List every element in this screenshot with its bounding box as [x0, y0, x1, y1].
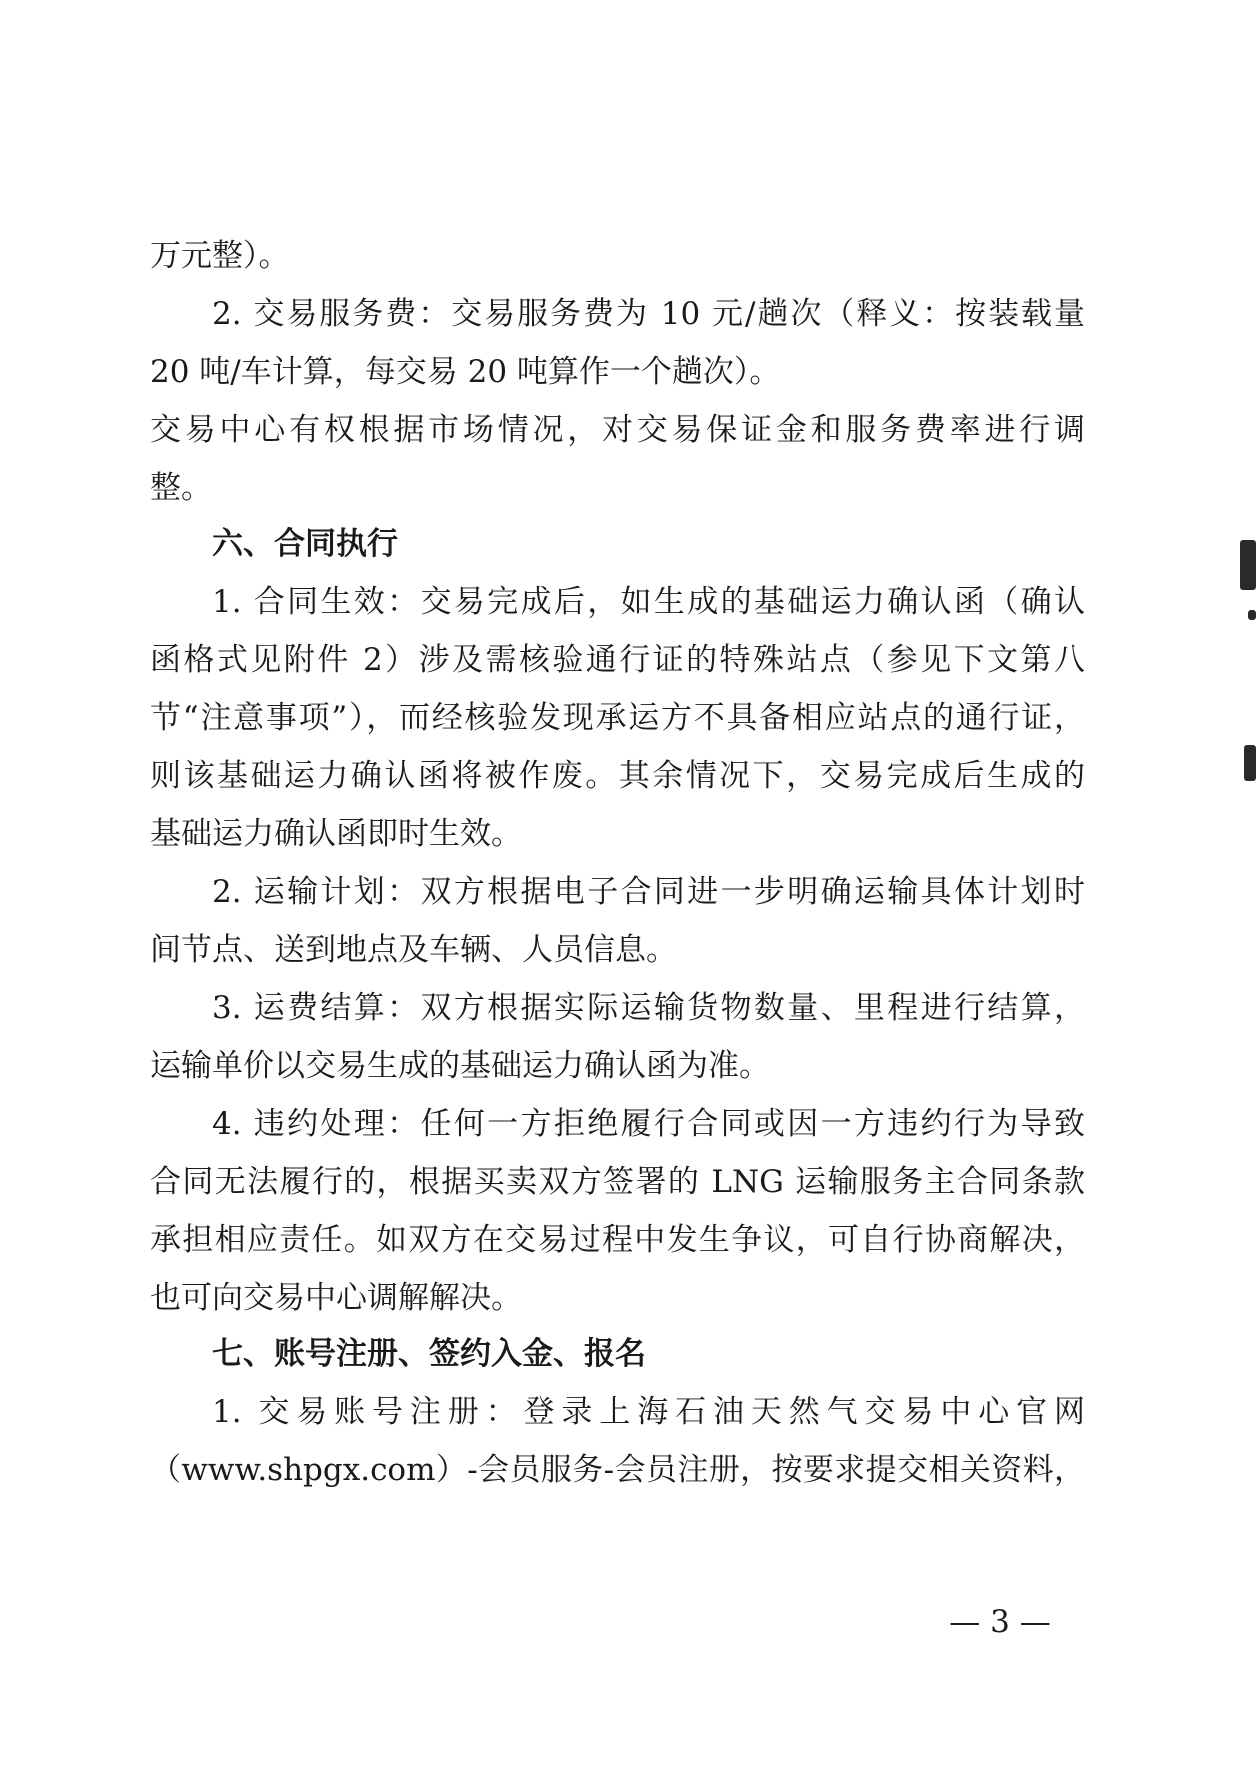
paragraph-line: 交易中心有权根据市场情况，对交易保证金和服务费率进行调	[150, 412, 1085, 448]
paragraph-line: 承担相应责任。如双方在交易过程中发生争议，可自行协商解决，	[150, 1222, 1085, 1258]
paragraph-line: 1. 合同生效：交易完成后，如生成的基础运力确认函（确认	[212, 584, 1085, 620]
paragraph-line: 3. 运费结算：双方根据实际运输货物数量、里程进行结算，	[212, 990, 1085, 1026]
section-heading: 六、合同执行	[212, 526, 398, 562]
paragraph-line: 20 吨/车计算，每交易 20 吨算作一个趟次）。	[150, 354, 781, 390]
paragraph-line: 基础运力确认函即时生效。	[150, 816, 522, 852]
paragraph-line: 间节点、送到地点及车辆、人员信息。	[150, 932, 677, 968]
paragraph-line: 整。	[150, 470, 212, 506]
binding-edge-mark	[1248, 610, 1256, 620]
paragraph-line: 1. 交易账号注册：登录上海石油天然气交易中心官网	[212, 1394, 1085, 1430]
paragraph-line: 2. 交易服务费：交易服务费为 10 元/趟次（释义：按装载量	[212, 296, 1085, 332]
paragraph-line: 也可向交易中心调解解决。	[150, 1280, 522, 1316]
section-heading: 七、账号注册、签约入金、报名	[212, 1336, 646, 1372]
paragraph-line: 4. 违约处理：任何一方拒绝履行合同或因一方违约行为导致	[212, 1106, 1085, 1142]
paragraph-line: 函格式见附件 2）涉及需核验通行证的特殊站点（参见下文第八	[150, 642, 1085, 678]
paragraph-line: 2. 运输计划：双方根据电子合同进一步明确运输具体计划时	[212, 874, 1085, 910]
paragraph-line: 万元整）。	[150, 238, 290, 274]
paragraph-line: 合同无法履行的，根据买卖双方签署的 LNG 运输服务主合同条款	[150, 1164, 1085, 1200]
paragraph-line: （www.shpgx.com）-会员服务-会员注册，按要求提交相关资料，	[150, 1452, 1085, 1488]
binding-edge-mark	[1244, 745, 1256, 781]
paragraph-line: 则该基础运力确认函将被作废。其余情况下，交易完成后生成的	[150, 758, 1085, 794]
paragraph-line: 运输单价以交易生成的基础运力确认函为准。	[150, 1048, 770, 1084]
paragraph-line: 节“注意事项”），而经核验发现承运方不具备相应站点的通行证，	[150, 700, 1085, 736]
binding-edge-mark	[1240, 540, 1256, 590]
page-number: — 3 —	[949, 1604, 1051, 1640]
